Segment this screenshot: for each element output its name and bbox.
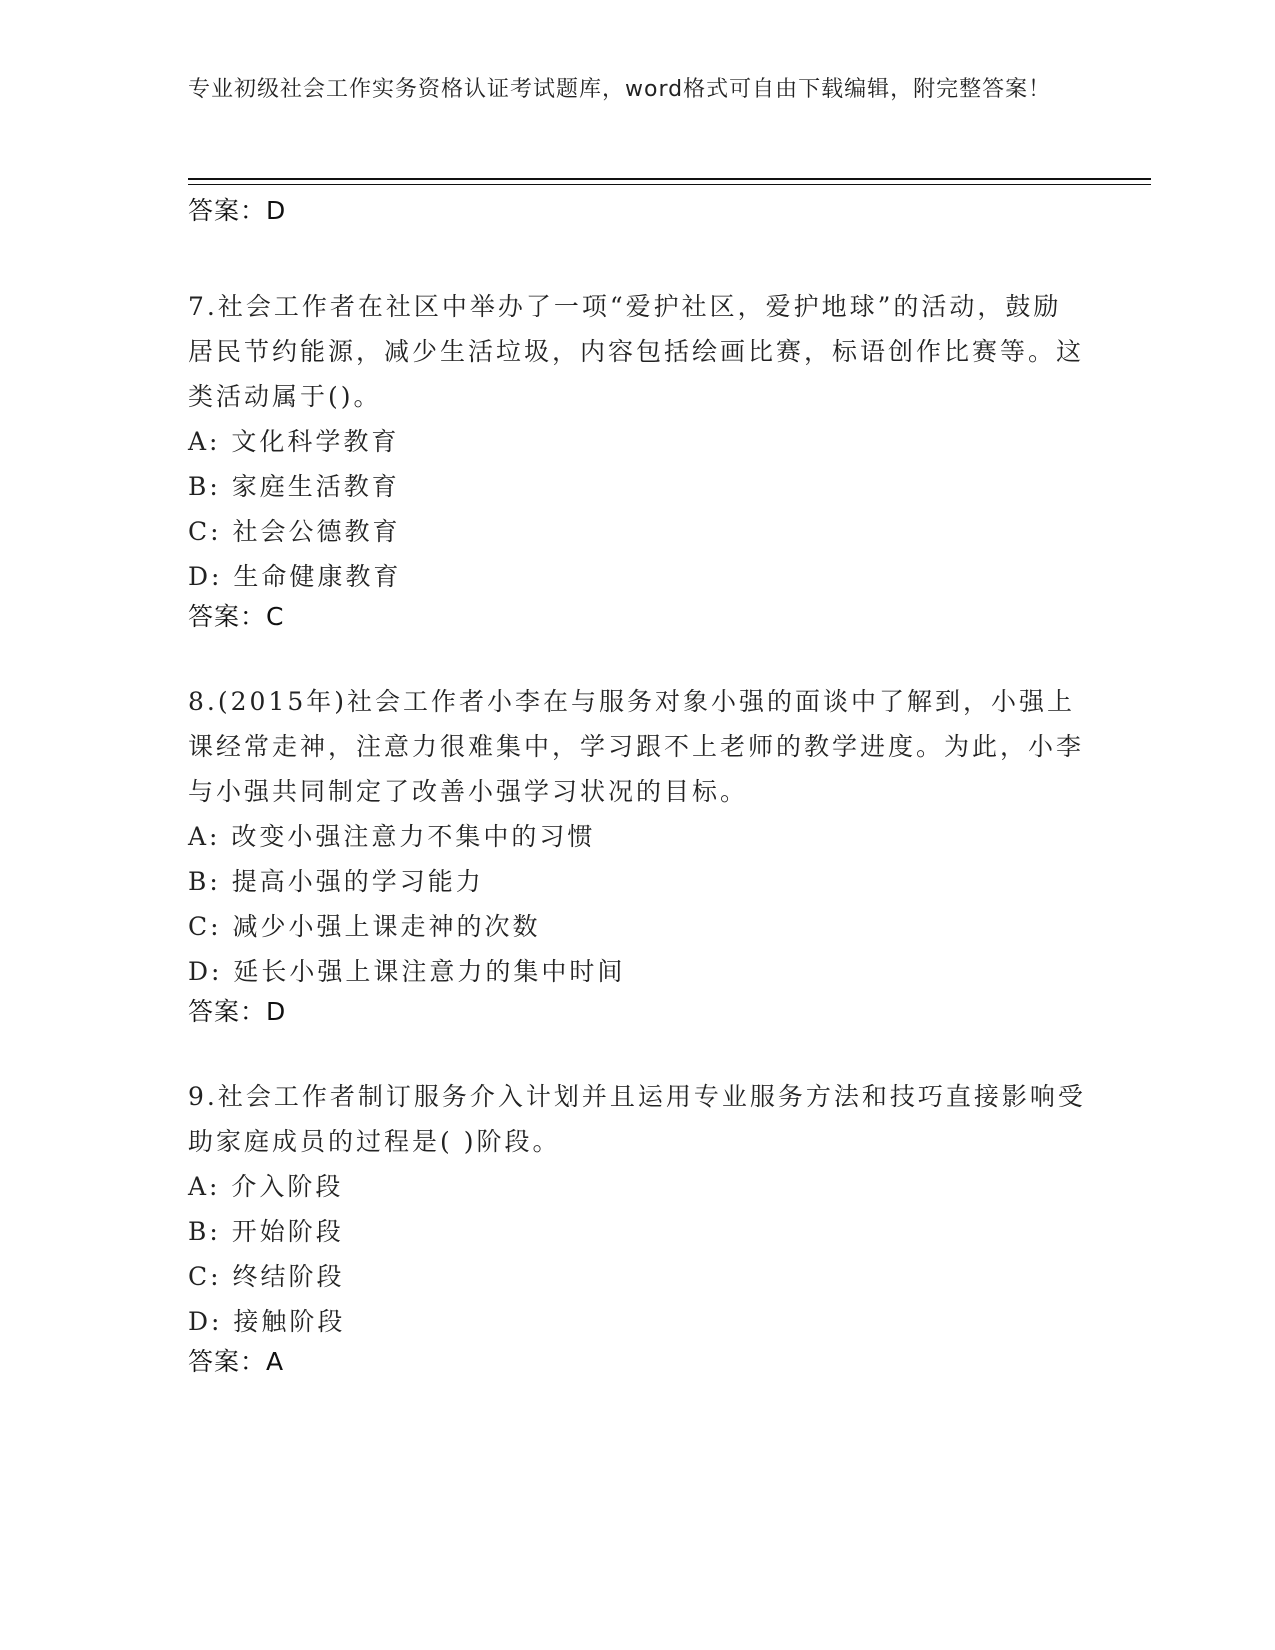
question-stem: 7.社会工作者在社区中举办了一项“爱护社区，爱护地球”的活动，鼓励居民节约能源，减少生活垃圾，内容包括绘画比赛，标语创作比赛等。这类活动属于()。 [188,292,1085,411]
document-header: 专业初级社会工作实务资格认证考试题库，word格式可自由下载编辑，附完整答案！ [188,77,1052,102]
question-answer: 答案：C [188,602,285,631]
question-9 [188,1074,1088,1378]
option-d: D: 延长小强上课注意力的集中时间 [188,957,626,986]
question-stem: 8.(2015年)社会工作者小李在与服务对象小强的面谈中了解到，小强上课经常走神，注意力很难集中，学习跟不上老师的教学进度。为此，小李与小强共同制定了改善小强学习状况的目标。 [188,687,1085,806]
question-list [188,284,1088,1424]
question-answer: 答案：D [188,997,287,1026]
option-c: C: 社会公德教育 [188,517,401,546]
option-a: A: 改变小强注意力不集中的习惯 [188,822,596,851]
option-d: D: 接触阶段 [188,1307,346,1336]
option-c: C: 减少小强上课走神的次数 [188,912,541,941]
option-a: A: 文化科学教育 [188,427,400,456]
option-b: B: 家庭生活教育 [188,472,400,501]
header-divider-thin [188,184,1151,185]
option-b: B: 提高小强的学习能力 [188,867,484,896]
question-7 [188,284,1088,633]
question-stem: 9.社会工作者制订服务介入计划并且运用专业服务方法和技巧直接影响受助家庭成员的过程是( )阶段。 [188,1082,1086,1156]
previous-question-answer: 答案：D [188,196,287,225]
question-8 [188,679,1088,1028]
option-d: D: 生命健康教育 [188,562,402,591]
header-divider-thick [188,178,1151,180]
option-a: A: 介入阶段 [188,1172,344,1201]
option-c: C: 终结阶段 [188,1262,345,1291]
option-b: B: 开始阶段 [188,1217,344,1246]
question-answer: 答案：A [188,1347,285,1376]
